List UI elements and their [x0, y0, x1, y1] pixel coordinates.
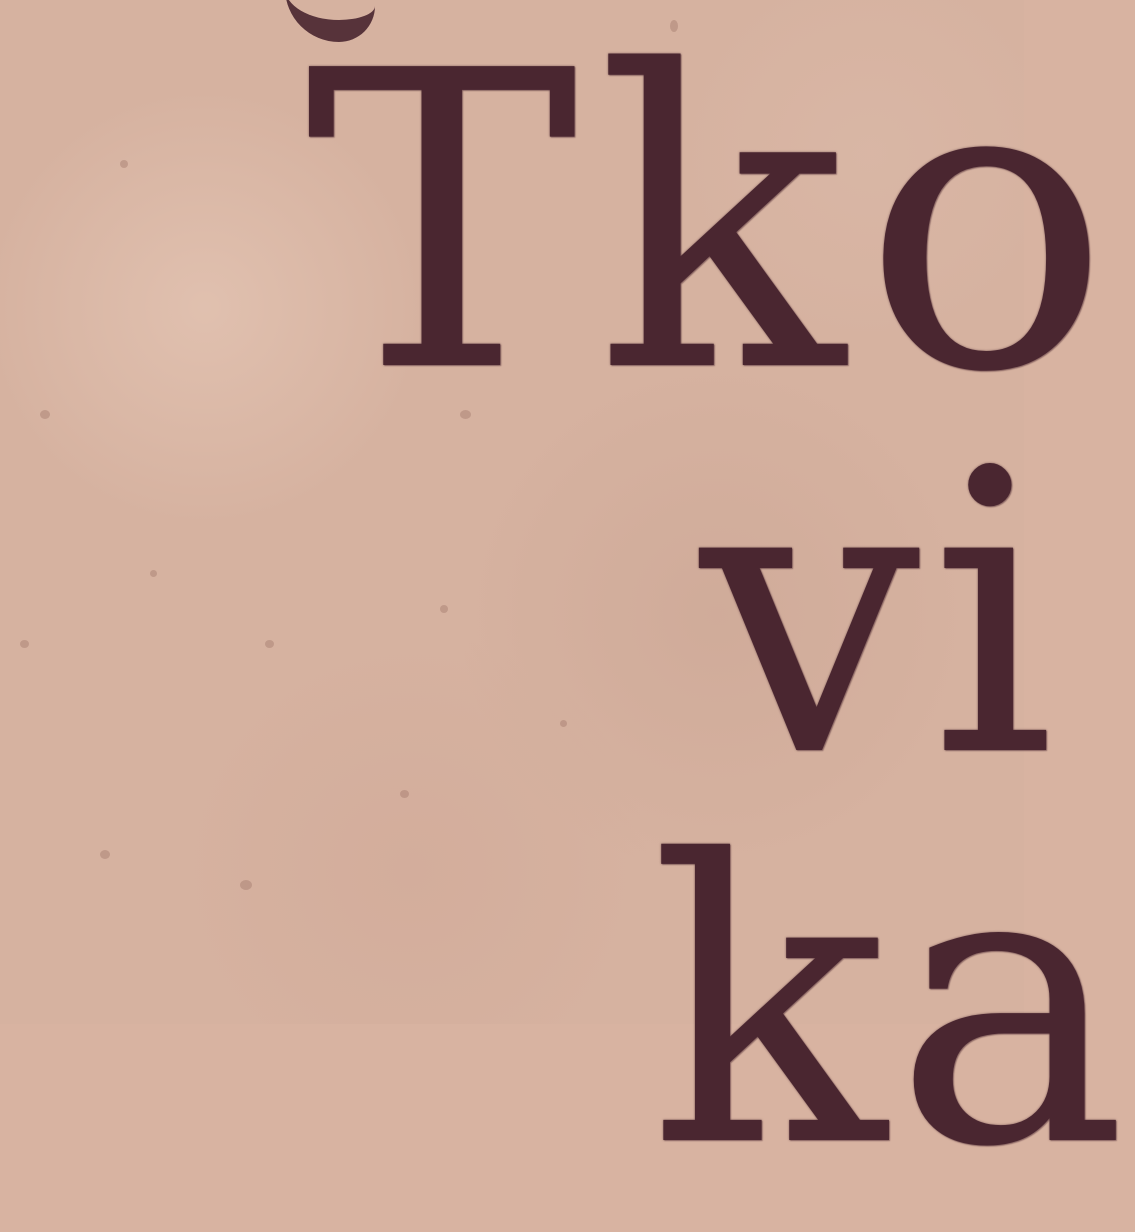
paper-speck [560, 720, 567, 727]
paper-speck [440, 605, 448, 613]
text-line: Tko [305, 0, 1128, 462]
text-line: ka [650, 778, 1135, 1232]
paper-speck [40, 410, 50, 419]
paper-speck [100, 850, 110, 859]
paper-speck [120, 160, 128, 168]
paper-speck [400, 790, 409, 798]
paper-speck [20, 640, 29, 648]
paper-speck [150, 570, 157, 577]
text-line: vi [700, 388, 1066, 842]
paper-speck [240, 880, 252, 890]
paper-speck [265, 640, 274, 648]
